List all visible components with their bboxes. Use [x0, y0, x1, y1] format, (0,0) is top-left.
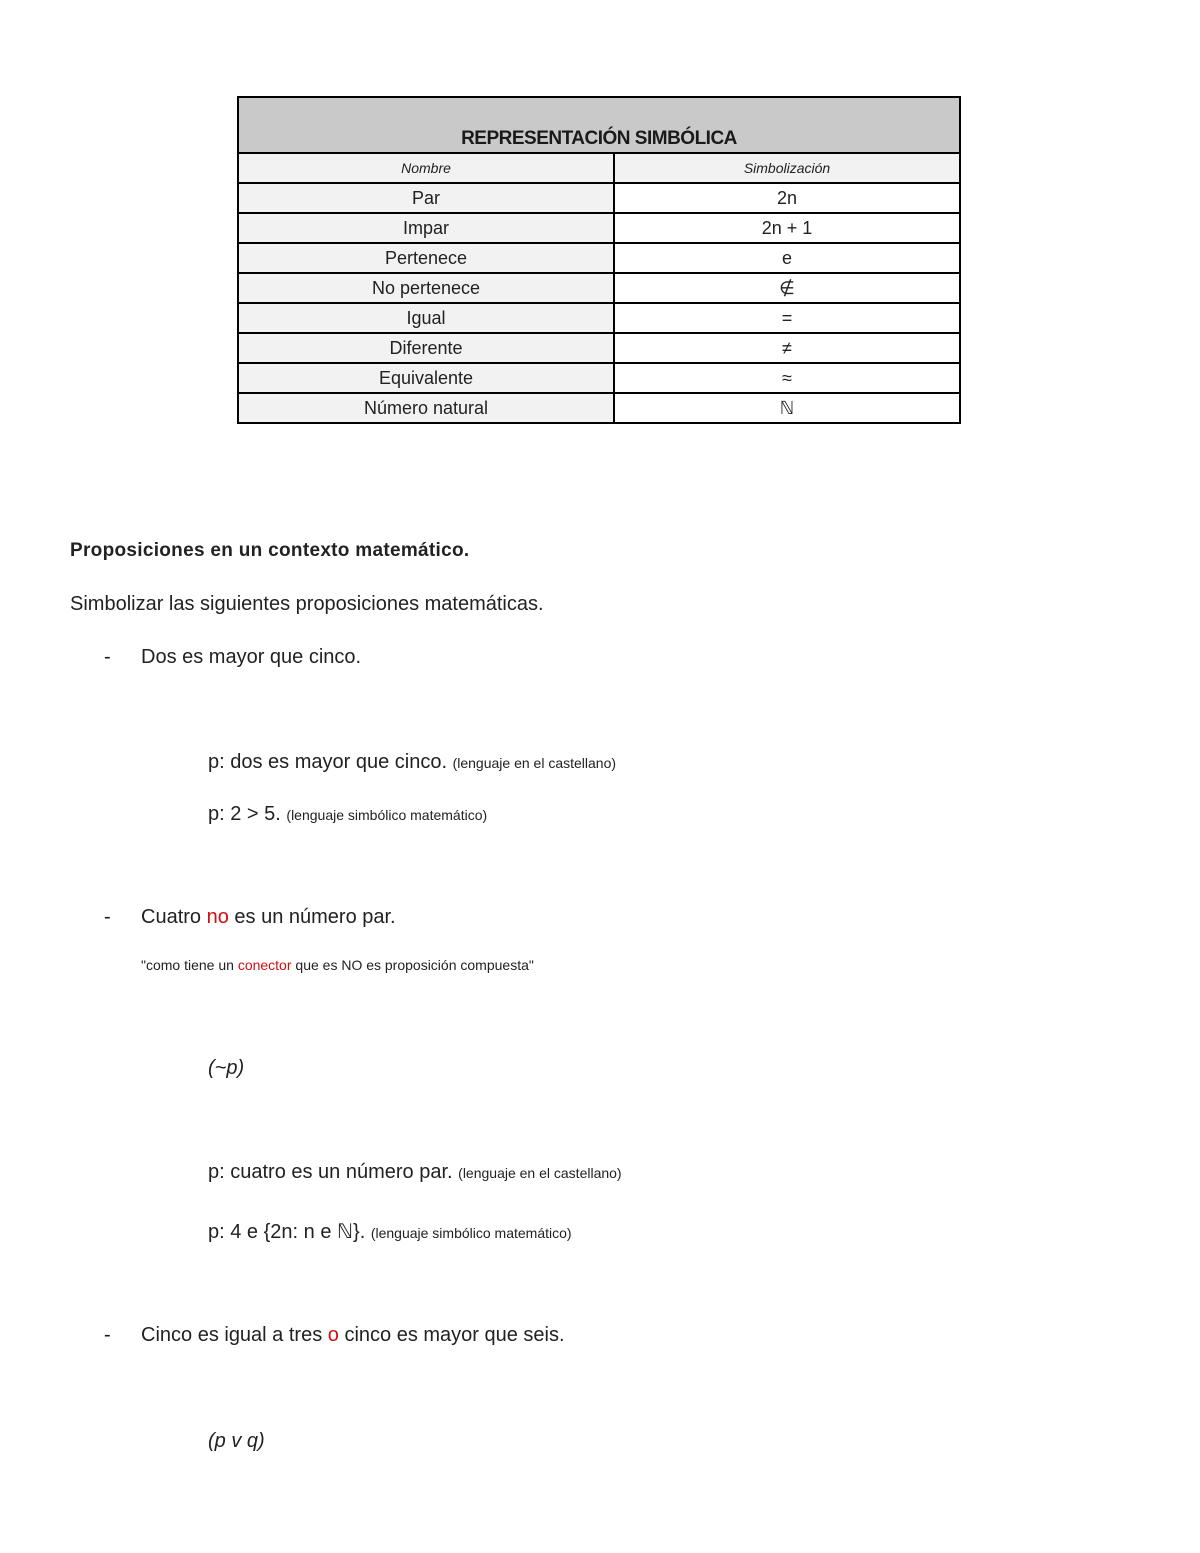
row-name: Número natural	[239, 394, 615, 422]
row-name: Equivalente	[239, 364, 615, 392]
table-header-row	[239, 154, 959, 184]
note-text: "como tiene un	[141, 957, 238, 973]
header-nombre: Nombre	[239, 154, 615, 182]
proposition-castellano	[208, 751, 616, 774]
statement-text: Cinco es igual a tres	[141, 1324, 328, 1346]
item-statement	[141, 906, 396, 929]
row-symbol: 2n	[615, 184, 959, 212]
bullet-dash: -	[104, 646, 111, 668]
note-text: que es NO es proposición compuesta"	[291, 957, 534, 973]
table-row	[239, 334, 959, 364]
table-row	[239, 184, 959, 214]
section-intro: Simbolizar las siguientes proposiciones matemáticas.	[70, 593, 544, 615]
table-row	[239, 394, 959, 422]
proposition-text: p: cuatro es un número par.	[208, 1161, 453, 1183]
connector-word: conector	[237, 957, 292, 973]
row-symbol: ≠	[615, 334, 959, 362]
connector-word: no	[206, 906, 229, 928]
row-name: Impar	[239, 214, 615, 242]
formula: (p v q)	[208, 1430, 265, 1452]
table-row	[239, 364, 959, 394]
row-name: Par	[239, 184, 615, 212]
section-heading: Proposiciones en un contexto matemático.	[70, 540, 470, 561]
table-title: REPRESENTACIÓN SIMBÓLICA	[239, 98, 959, 154]
bullet-dash: -	[104, 906, 111, 928]
table-row	[239, 304, 959, 334]
statement-text: es un número par.	[228, 906, 396, 928]
row-symbol: ≈	[615, 364, 959, 392]
language-note: (lenguaje en el castellano)	[452, 755, 617, 771]
proposition-text: p: dos es mayor que cinco.	[208, 751, 448, 773]
row-name: No pertenece	[239, 274, 615, 302]
proposition-text: p: 2 > 5.	[208, 803, 281, 825]
row-symbol: e	[615, 244, 959, 272]
row-symbol: ℕ	[615, 394, 959, 422]
item-statement	[141, 1324, 565, 1347]
proposition-text: p: 4 e {2n: n e ℕ}.	[208, 1221, 366, 1243]
proposition-simbolico	[208, 803, 487, 826]
table-row	[239, 244, 959, 274]
row-name: Igual	[239, 304, 615, 332]
formula: (~p)	[208, 1057, 245, 1079]
language-note: (lenguaje en el castellano)	[458, 1165, 622, 1181]
connector-word: o	[327, 1324, 339, 1346]
language-note: (lenguaje simbólico matemático)	[286, 807, 488, 823]
language-note: (lenguaje simbólico matemático)	[370, 1225, 572, 1241]
header-simbolizacion: Simbolización	[615, 154, 959, 182]
row-symbol: ∉	[615, 274, 959, 302]
bullet-dash: -	[104, 1324, 111, 1346]
row-name: Diferente	[239, 334, 615, 362]
row-symbol: =	[615, 304, 959, 332]
table-row	[239, 274, 959, 304]
proposition-castellano	[208, 1161, 622, 1184]
symbol-table	[237, 96, 961, 424]
proposition-simbolico	[208, 1219, 572, 1244]
connector-note	[141, 957, 534, 973]
table-row	[239, 214, 959, 244]
item-statement: Dos es mayor que cinco.	[141, 646, 362, 668]
statement-text: cinco es mayor que seis.	[338, 1324, 565, 1346]
row-name: Pertenece	[239, 244, 615, 272]
row-symbol: 2n + 1	[615, 214, 959, 242]
statement-text: Cuatro	[141, 906, 207, 928]
